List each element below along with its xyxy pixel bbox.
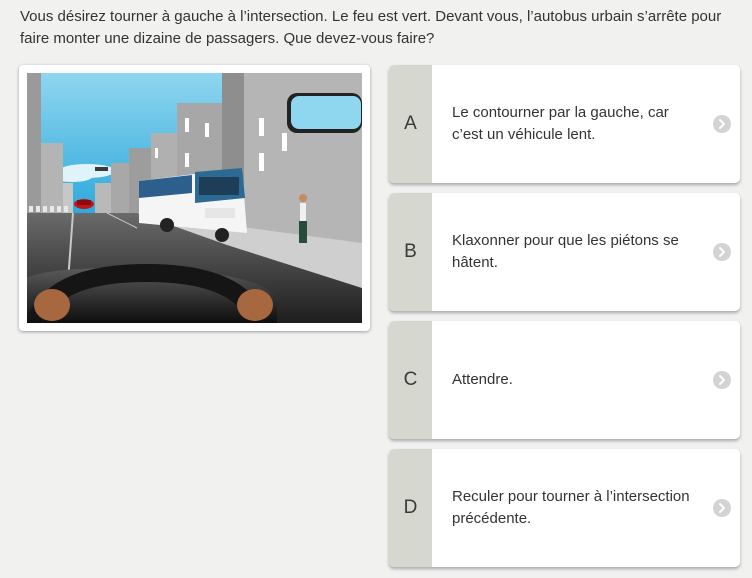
answer-letter: B — [389, 193, 432, 311]
chevron-right-icon — [713, 371, 731, 389]
chevron-right-icon — [713, 243, 731, 261]
answer-text: Reculer pour tourner à l’intersection précédente. — [452, 488, 690, 527]
answer-letter: A — [389, 65, 432, 183]
answer-text: Attendre. — [452, 371, 513, 388]
answer-option-b[interactable] — [389, 193, 740, 311]
answer-letter: D — [389, 449, 432, 567]
answer-option-c[interactable] — [389, 321, 740, 439]
answer-text: Klaxonner pour que les piétons se hâtent. — [452, 232, 679, 271]
driving-scene-illustration — [27, 73, 362, 323]
chevron-right-icon — [713, 115, 731, 133]
answer-letter: C — [389, 321, 432, 439]
scenario-image-card — [19, 65, 370, 331]
answer-option-d[interactable] — [389, 449, 740, 567]
answer-option-a[interactable] — [389, 65, 740, 183]
answer-text: Le contourner par la gauche, car c’est un véhicule lent. — [452, 104, 669, 143]
question-text: Vous désirez tourner à gauche à l’intersection. Le feu est vert. Devant vous, l’autobus urbain s’arrête pour faire monter une dizaine de passagers. Que devez-vous faire? — [20, 8, 722, 47]
chevron-right-icon — [713, 499, 731, 517]
